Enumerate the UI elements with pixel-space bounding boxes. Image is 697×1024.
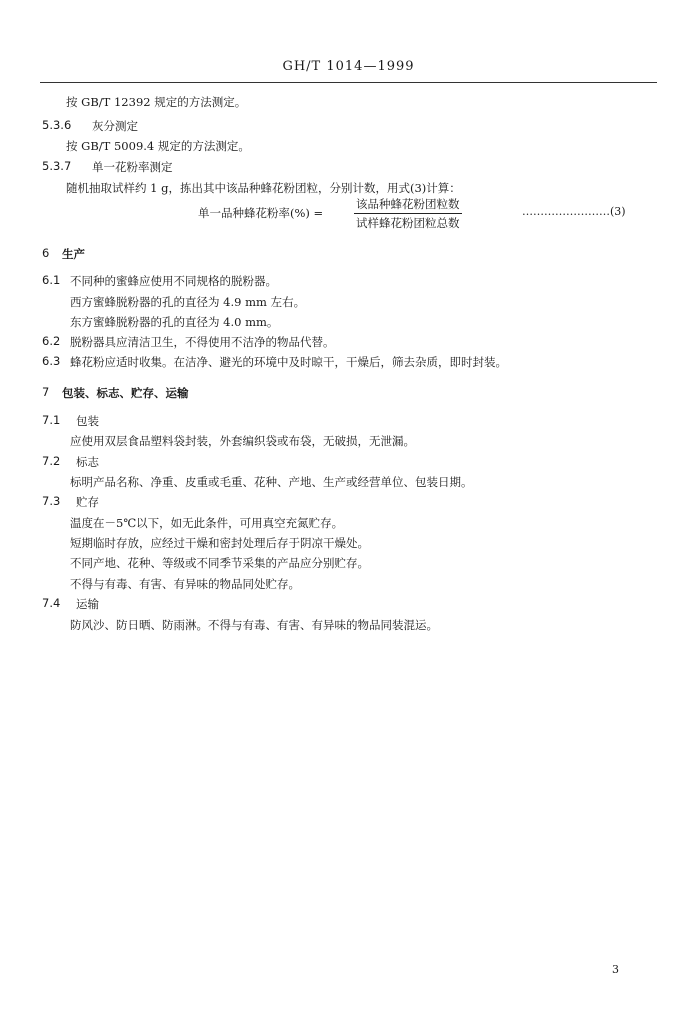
equation-reference: ……………………(3) xyxy=(522,205,626,218)
clause-title-7-4: 运输 xyxy=(76,597,99,611)
page-number: 3 xyxy=(612,963,619,976)
header-rule xyxy=(40,82,657,83)
clause-title-5-3-6: 灰分测定 xyxy=(92,119,138,133)
formula-numerator: 该品种蜂花粉团粒数 xyxy=(354,196,462,214)
clause-text-7-3-separate: 不同产地、花种、等级或不同季节采集的产品应分别贮存。 xyxy=(70,556,369,570)
section-number-6: 6 xyxy=(42,246,50,260)
clause-number-6-3: 6.3 xyxy=(42,354,61,368)
clause-number-7-3: 7.3 xyxy=(42,494,61,508)
standard-code-header: GH/T 1014—1999 xyxy=(282,59,415,74)
clause-text-7-3-short-term: 短期临时存放，应经过干燥和密封处理后存于阴凉干燥处。 xyxy=(70,536,369,550)
clause-text-7-2: 标明产品名称、净重、皮重或毛重、花种、产地、生产或经营单位、包装日期。 xyxy=(70,475,473,489)
clause-number-7-2: 7.2 xyxy=(42,454,61,468)
clause-text-6-1-eastern: 东方蜜蜂脱粉器的孔的直径为 4.0 mm。 xyxy=(70,315,279,329)
formula-fraction xyxy=(354,196,462,231)
section-title-6: 生产 xyxy=(62,247,85,261)
section-title-7: 包装、标志、贮存、运输 xyxy=(62,386,189,400)
clause-text-6-3: 蜂花粉应适时收集。在洁净、避光的环境中及时晾干，干燥后，筛去杂质，即时封装。 xyxy=(70,355,507,369)
clause-number-7-1: 7.1 xyxy=(42,413,61,427)
method-line-5-3-7: 随机抽取试样约 1 g，拣出其中该品种蜂花粉团粒，分别计数，用式(3)计算： xyxy=(66,181,461,195)
clause-number-6-1: 6.1 xyxy=(42,273,61,287)
clause-text-7-3-temperature: 温度在－5℃以下，如无此条件，可用真空充氮贮存。 xyxy=(70,516,344,530)
clause-title-5-3-7: 单一花粉率测定 xyxy=(92,160,173,174)
section-number-7: 7 xyxy=(42,385,50,399)
clause-text-6-1: 不同种的蜜蜂应使用不同规格的脱粉器。 xyxy=(70,274,277,288)
clause-number-7-4: 7.4 xyxy=(42,596,61,610)
clause-text-6-2: 脱粉器具应清洁卫生，不得使用不洁净的物品代替。 xyxy=(70,335,335,349)
formula-label: 单一品种蜂花粉率(%) = xyxy=(198,206,324,220)
clause-text-7-1: 应使用双层食品塑料袋封装，外套编织袋或布袋，无破损，无泄漏。 xyxy=(70,434,415,448)
clause-text-7-3-prohibited: 不得与有毒、有害、有异味的物品同处贮存。 xyxy=(70,577,300,591)
clause-title-7-3: 贮存 xyxy=(76,495,99,509)
clause-number-6-2: 6.2 xyxy=(42,334,61,348)
method-line-5-3-6: 按 GB/T 5009.4 规定的方法测定。 xyxy=(66,139,250,153)
clause-number-5-3-7: 5.3.7 xyxy=(42,159,72,173)
clause-number-5-3-6: 5.3.6 xyxy=(42,118,72,132)
clause-title-7-1: 包装 xyxy=(76,414,99,428)
formula-denominator: 试样蜂花粉团粒总数 xyxy=(356,216,460,230)
clause-text-6-1-western: 西方蜜蜂脱粉器的孔的直径为 4.9 mm 左右。 xyxy=(70,295,306,309)
clause-title-7-2: 标志 xyxy=(76,455,99,469)
clause-text-7-4: 防风沙、防日晒、防雨淋。不得与有毒、有害、有异味的物品同装混运。 xyxy=(70,618,438,632)
method-line-5-3-5: 按 GB/T 12392 规定的方法测定。 xyxy=(66,95,247,109)
